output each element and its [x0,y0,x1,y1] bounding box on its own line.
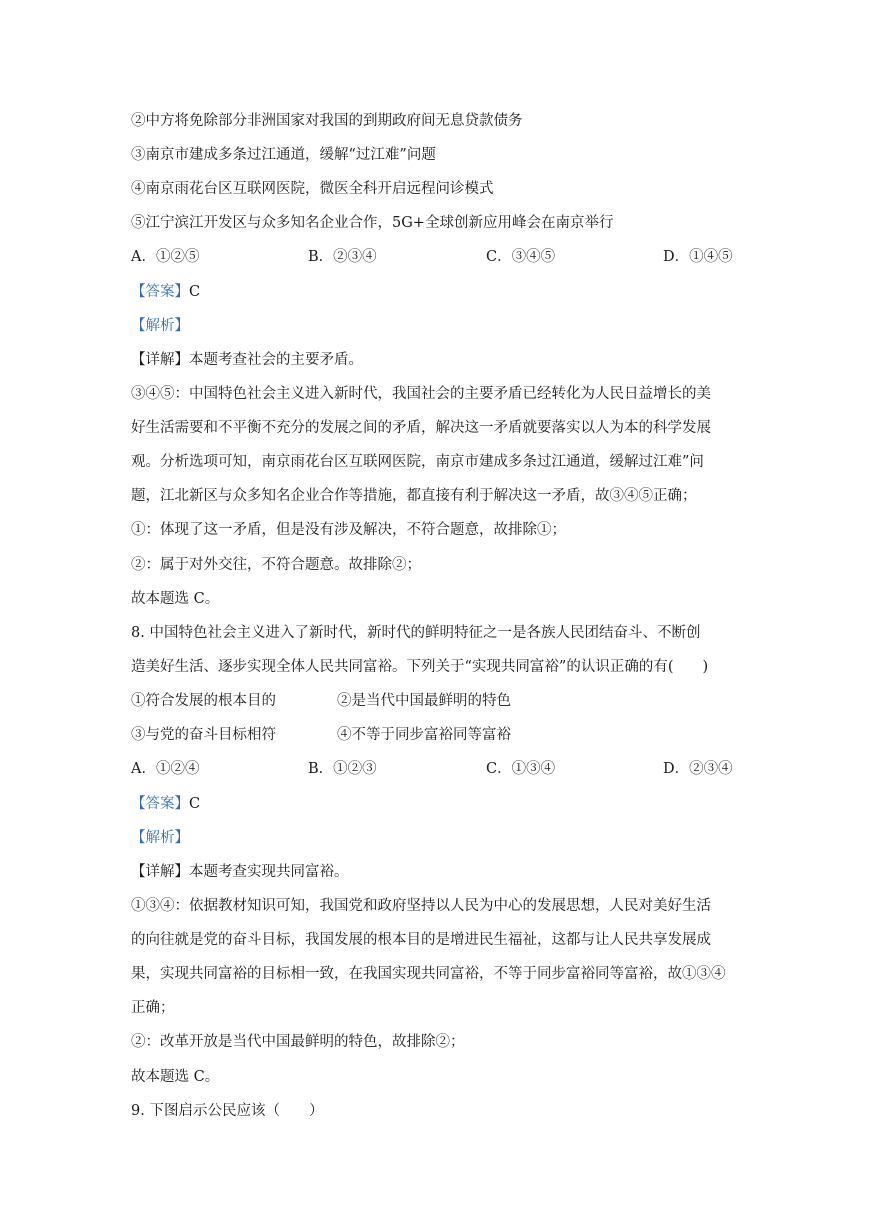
q8-explanation-line: 的向往就是党的奋斗目标，我国发展的根本目的是增进民生福祉，这都与让人民共享发展成 [131,932,711,948]
q7-explanation-line: ②：属于对外交往，不符合题意。故排除②； [131,557,421,573]
q7-option-c: C．③④⑤ [486,249,556,265]
q8-options [131,759,741,779]
q8-statements-row [131,725,741,745]
q7-conclusion: 故本题选 C。 [131,591,220,607]
answer-value: C [189,284,201,300]
q7-detail [131,350,741,370]
q7-item-2: ②中方将免除部分非洲国家对我国的到期政府间无息贷款债务 [131,113,523,129]
q8-stem-line: 造美好生活、逐步实现全体人民共同富裕。下列关于“实现共同富裕”的认识正确的有( ) [131,659,709,675]
q7-option-a: A．①②⑤ [131,249,200,265]
q8-analysis [131,828,741,848]
q7-item-5: ⑤江宁滨江开发区与众多知名企业合作，5G+全球创新应用峰会在南京举行 [131,215,614,231]
q8-explanation-line: 果，实现共同富裕的目标相一致，在我国实现共同富裕，不等于同步富裕同等富裕，故①③④ [131,966,726,982]
q8-answer [131,794,741,814]
q7-analysis [131,316,741,336]
q8-option-d: D．②③④ [663,761,733,777]
q8-explanation-line: 正确； [131,1000,175,1016]
q8-explanation-line: ②：改革开放是当代中国最鲜明的特色，故排除②； [131,1034,465,1050]
q7-explanation-line: ③④⑤：中国特色社会主义进入新时代，我国社会的主要矛盾已经转化为人民日益增长的美 [131,386,711,402]
detail-text: 本题考查社会的主要矛盾。 [189,352,363,368]
q7-item-4: ④南京雨花台区互联网医院，微医全科开启远程问诊模式 [131,181,494,197]
q8-conclusion: 故本题选 C。 [131,1069,220,1085]
detail-text: 本题考查实现共同富裕。 [189,864,349,880]
q7-option-d: D．①④⑤ [663,249,733,265]
answer-tag: 【答案】 [131,796,189,812]
answer-value: C [189,796,201,812]
q8-statements-row [131,691,741,711]
analysis-tag: 【解析】 [131,830,189,846]
q8-detail [131,862,741,882]
q8-statement-4: ④不等于同步富裕同等富裕 [337,727,511,743]
q8-option-a: A．①②④ [131,761,200,777]
q7-explanation-line: 题，江北新区与众多知名企业合作等措施，都直接有利于解决这一矛盾，故③④⑤正确； [131,488,697,504]
q9-stem: 9. 下图启示公民应该（ ） [131,1103,324,1119]
analysis-tag: 【解析】 [131,318,189,334]
q7-options [131,247,741,267]
detail-tag: 【详解】 [131,352,189,368]
q7-answer [131,282,741,302]
q7-explanation-line: ①：体现了这一矛盾，但是没有涉及解决，不符合题意，故排除①； [131,522,566,538]
q7-explanation-line: 好生活需要和不平衡不充分的发展之间的矛盾，解决这一矛盾就要落实以人为本的科学发展 [131,420,711,436]
q8-explanation-line: ①③④：依据教材知识可知，我国党和政府坚持以人民为中心的发展思想，人民对美好生活 [131,898,711,914]
q8-statement-2: ②是当代中国最鲜明的特色 [337,693,511,709]
q8-statement-1: ①符合发展的根本目的 [131,693,276,709]
q8-stem-line: 8. 中国特色社会主义进入了新时代，新时代的鲜明特征之一是各族人民团结奋斗、不断创 [131,625,701,641]
q8-option-b: B．①②③ [308,761,377,777]
q7-explanation-line: 观。分析选项可知，南京雨花台区互联网医院，南京市建成多条过江通道，缓解过江难”问 [131,454,704,470]
q7-item-3: ③南京市建成多条过江通道，缓解“过江难”问题 [131,147,436,163]
q8-statement-3: ③与党的奋斗目标相符 [131,727,276,743]
detail-tag: 【详解】 [131,864,189,880]
q8-option-c: C．①③④ [486,761,556,777]
answer-tag: 【答案】 [131,284,189,300]
q7-option-b: B．②③④ [308,249,377,265]
